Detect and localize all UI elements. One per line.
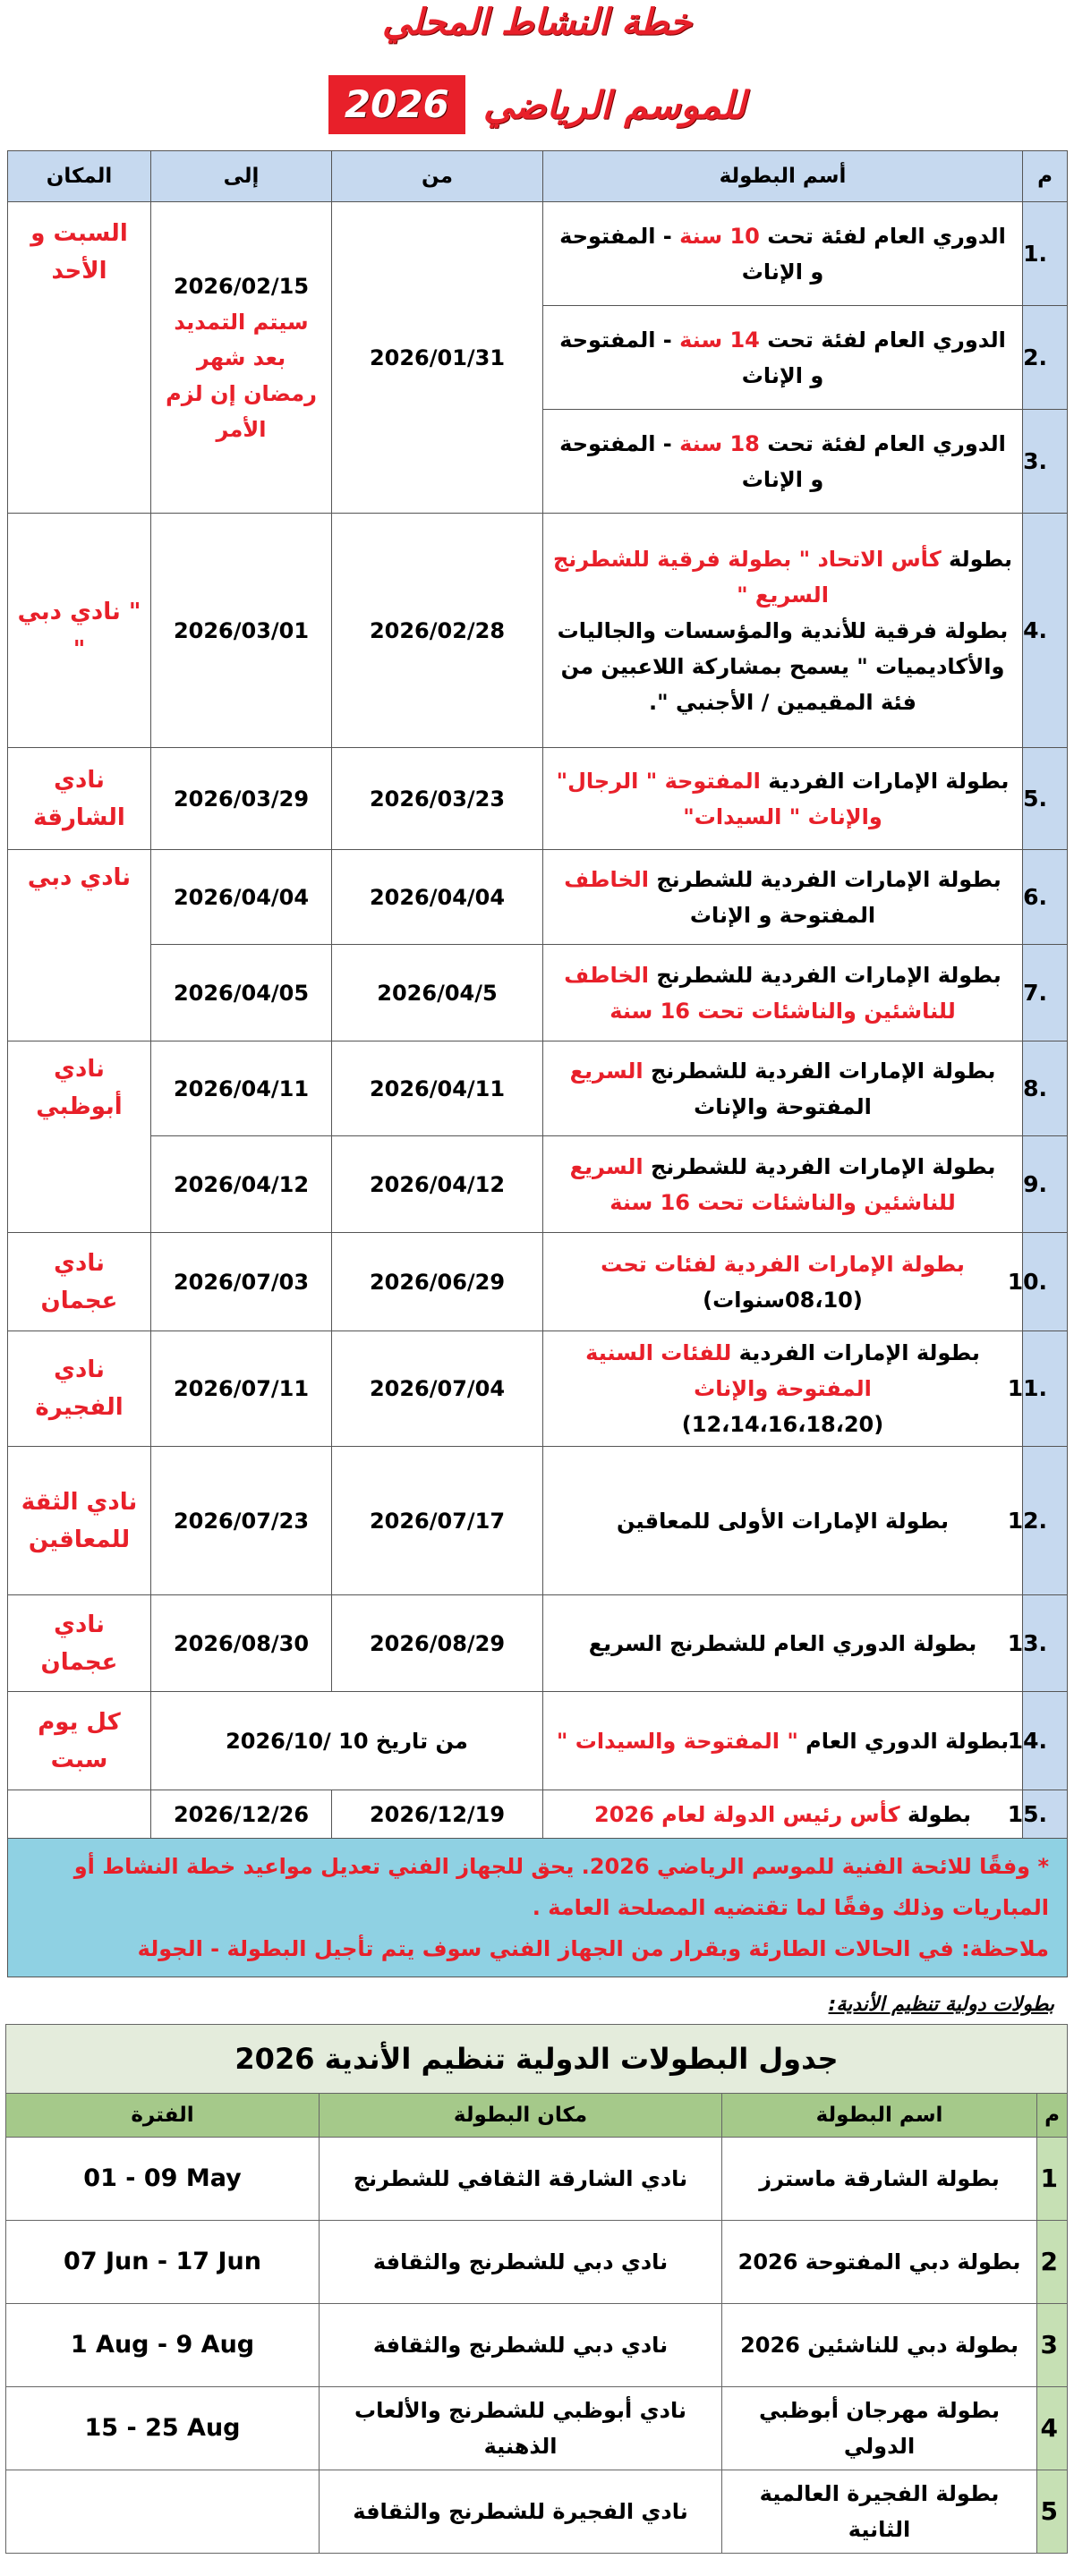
- name-highlight: السريع: [569, 1058, 644, 1084]
- table-row: [6, 2387, 1068, 2470]
- row-number: .3: [1023, 410, 1068, 514]
- intl-header-row: [6, 2094, 1068, 2138]
- row-number: .4: [1023, 514, 1068, 748]
- name-part: بطولة: [941, 546, 1013, 572]
- tournament-name: [543, 850, 1023, 945]
- emergency-note: ملاحظة: في الحالات الطارئة وبقرار من الجهاز الفني سوف يتم تأجيل البطولة - الجولة: [137, 1936, 1049, 1961]
- tournament-name: [543, 306, 1023, 410]
- tournament-name: [543, 1136, 1023, 1233]
- season-year-badge: 2026: [328, 75, 465, 134]
- row-number: .6: [1023, 850, 1068, 945]
- header-from: من: [332, 151, 543, 202]
- name-part: بطولة: [899, 1801, 971, 1827]
- row-number: .10: [1023, 1233, 1068, 1331]
- table-row: [8, 1041, 1068, 1136]
- period: 15 - 25 Aug: [6, 2387, 320, 2470]
- name-highlight: 18 سنة: [679, 430, 760, 456]
- tournament-name: [543, 1331, 1023, 1447]
- table-row: [6, 2138, 1068, 2221]
- name-highlight: المفتوحة " الرجال" والإناث " السيدات": [556, 768, 882, 829]
- tournament-name: بطولة مهرجان أبوظبي الدولي: [722, 2387, 1037, 2470]
- start-date: 2026/04/11: [332, 1041, 543, 1136]
- name-part: الدوري العام لفئة تحت: [759, 223, 1006, 249]
- table-header-row: [8, 151, 1068, 202]
- venue: نادي الفجيرة للشطرنج والثقافة: [320, 2470, 722, 2554]
- start-date: 2026/04/5: [332, 945, 543, 1041]
- tournament-name: [543, 1692, 1023, 1790]
- tournament-name: بطولة الفجيرة العالمية الثانية: [722, 2470, 1037, 2554]
- start-date: 2026/04/04: [332, 850, 543, 945]
- tournament-name: [543, 514, 1023, 748]
- start-date: 2026/03/23: [332, 748, 543, 850]
- league-end-date: 2026/02/15: [173, 273, 310, 299]
- header-name: أسم البطولة: [543, 151, 1023, 202]
- tournament-name: [543, 1041, 1023, 1136]
- name-highlight: كأس الاتحاد " بطولة فرقية للشطرنج السريع ": [552, 546, 942, 608]
- subtitle-text: للموسم الرياضي: [482, 82, 746, 127]
- name-highlight: " المفتوحة والسيدات ": [556, 1728, 798, 1754]
- page-subtitle: [0, 73, 1074, 136]
- notes-cell: [8, 1839, 1068, 1977]
- row-number: .13: [1023, 1595, 1068, 1692]
- name-part: بطولة الإمارات الفردية للشطرنج: [649, 962, 1002, 988]
- name-highlight: الخاطف: [564, 866, 649, 892]
- table-row: [8, 1447, 1068, 1595]
- start-date: 2026/04/12: [332, 1136, 543, 1233]
- period: [6, 2470, 320, 2554]
- recurring-dates: من تاريخ 10 /2026/10: [151, 1692, 543, 1790]
- row-number: .12: [1023, 1447, 1068, 1595]
- table-row: [8, 1331, 1068, 1447]
- row-number: 3: [1037, 2304, 1068, 2387]
- intl-title-row: [6, 2025, 1068, 2094]
- league-start-date: 2026/01/31: [332, 202, 543, 514]
- name-part: - المفتوحة و الإناث: [559, 327, 824, 388]
- table-row: [8, 1595, 1068, 1692]
- venue: نادي الشارقة الثقافي للشطرنج: [320, 2138, 722, 2221]
- end-date: 2026/07/03: [151, 1233, 332, 1331]
- start-date: 2026/07/17: [332, 1447, 543, 1595]
- row-number: 2: [1037, 2221, 1068, 2304]
- name-part: (08،10سنوات): [703, 1287, 863, 1313]
- local-schedule-table: [7, 150, 1068, 1977]
- place: كل يوم سبت: [8, 1692, 151, 1790]
- row-number: .14: [1023, 1692, 1068, 1790]
- start-date: 2026/07/04: [332, 1331, 543, 1447]
- name-highlight: للفئات السنية المفتوحة والإناث: [585, 1340, 872, 1401]
- name-part: بطولة الإمارات الفردية: [731, 1340, 980, 1365]
- table-row: [8, 1790, 1068, 1839]
- row-number: .1: [1023, 202, 1068, 306]
- name-highlight: 10 سنة: [679, 223, 760, 249]
- name-part: المفتوحة و الإناث: [689, 902, 876, 928]
- row-number: .5: [1023, 748, 1068, 850]
- end-date: 2026/07/11: [151, 1331, 332, 1447]
- place: نادي الشارقة: [8, 748, 151, 850]
- name-part: الدوري العام لفئة تحت: [759, 430, 1006, 456]
- place: نادي الثقة للمعاقين: [8, 1447, 151, 1595]
- place: نادي عجمان: [8, 1233, 151, 1331]
- start-date: 2026/02/28: [332, 514, 543, 748]
- start-date: 2026/06/29: [332, 1233, 543, 1331]
- row-number: .11: [1023, 1331, 1068, 1447]
- name-part: المفتوحة والإناث: [694, 1093, 872, 1119]
- row-number: .7: [1023, 945, 1068, 1041]
- name-highlight: السريع للناشئين والناشئات تحت 16 سنة: [569, 1153, 956, 1215]
- end-date: 2026/08/30: [151, 1595, 332, 1692]
- name-part: بطولة فرقية للأندية والمؤسسات والجاليات والأكاديميات " يسمح بمشاركة اللاعبين من فئة المقيمين / الأجنبي ".: [557, 617, 1009, 715]
- table-row: [8, 1136, 1068, 1233]
- row-number: .2: [1023, 306, 1068, 410]
- end-date: 2026/04/04: [151, 850, 332, 945]
- end-date: 2026/12/26: [151, 1790, 332, 1839]
- row-number: .8: [1023, 1041, 1068, 1136]
- page-title: خطة النشاط المحلي: [382, 2, 692, 43]
- table-row: [8, 514, 1068, 748]
- row-number: 5: [1037, 2470, 1068, 2554]
- venue: نادي دبي للشطرنج والثقافة: [320, 2221, 722, 2304]
- tournament-name: بطولة دبي المفتوحة 2026: [722, 2221, 1037, 2304]
- tournament-name: [543, 1790, 1023, 1839]
- name-highlight: 14 سنة: [679, 327, 760, 353]
- tournament-name: [543, 945, 1023, 1041]
- header-place: المكان: [8, 151, 151, 202]
- end-date: 2026/04/12: [151, 1136, 332, 1233]
- table-row: [8, 850, 1068, 945]
- name-highlight: الخاطف للناشئين والناشئات تحت 16 سنة: [564, 962, 956, 1024]
- venue: نادي دبي للشطرنج والثقافة: [320, 2304, 722, 2387]
- intl-header-period: الفترة: [6, 2094, 320, 2138]
- page-header: [0, 0, 1074, 150]
- intl-header-venue: مكان البطولة: [320, 2094, 722, 2138]
- period: 01 - 09 May: [6, 2138, 320, 2221]
- tournament-name: بطولة الدوري العام للشطرنج السريع: [543, 1595, 1023, 1692]
- tournament-name: [543, 410, 1023, 514]
- tournament-name: بطولة الشارقة ماسترز: [722, 2138, 1037, 2221]
- table-row: [8, 1233, 1068, 1331]
- period: 07 Jun - 17 Jun: [6, 2221, 320, 2304]
- name-part: بطولة الإمارات الفردية للشطرنج: [643, 1153, 996, 1179]
- start-date: 2026/08/29: [332, 1595, 543, 1692]
- end-date: 2026/04/11: [151, 1041, 332, 1136]
- name-part: الدوري العام لفئة تحت: [759, 327, 1006, 353]
- regulation-note: * وفقًا للائحة الفنية للموسم الرياضي 2026. يحق للجهاز الفني تعديل مواعيد خطة النشاط أو المباريات وذلك وفقًا لما تقتضيه المصلحة العامة .: [73, 1854, 1049, 1920]
- table-row: [6, 2221, 1068, 2304]
- place: نادي أبوظبي: [8, 1041, 151, 1233]
- end-date: 2026/04/05: [151, 945, 332, 1041]
- row-number: .9: [1023, 1136, 1068, 1233]
- name-part: (12،14،16،18،20): [681, 1412, 884, 1437]
- row-number: 4: [1037, 2387, 1068, 2470]
- international-caption: بطولات دولية تنظيم الأندية:: [828, 1994, 1054, 2016]
- tournament-name: [543, 1233, 1023, 1331]
- tournament-name: بطولة دبي للناشئين 2026: [722, 2304, 1037, 2387]
- intl-header-name: اسم البطولة: [722, 2094, 1037, 2138]
- header-num: م: [1023, 151, 1068, 202]
- place: " نادي دبي ": [8, 514, 151, 748]
- table-row: [8, 202, 1068, 306]
- venue: نادي أبوظبي للشطرنج والألعاب الذهنية: [320, 2387, 722, 2470]
- table-row: [8, 748, 1068, 850]
- league-extension-note: سيتم التمديد بعد شهر رمضان إن لزم الأمر: [166, 309, 317, 442]
- league-place: السبت و الأحد: [8, 202, 151, 514]
- place: نادي دبي: [8, 850, 151, 1041]
- name-part: بطولة الإمارات الفردية للشطرنج: [643, 1058, 996, 1084]
- name-part: بطولة الإمارات الفردية: [760, 768, 1010, 794]
- tournament-name: [543, 202, 1023, 306]
- place: نادي الفجيرة: [8, 1331, 151, 1447]
- end-date: 2026/03/29: [151, 748, 332, 850]
- intl-header-num: م: [1037, 2094, 1068, 2138]
- name-highlight: بطولة الإمارات الفردية لفئات تحت: [601, 1251, 965, 1277]
- name-part: بطولة الدوري العام: [797, 1728, 1010, 1754]
- tournament-name: بطولة الإمارات الأولى للمعاقين: [543, 1447, 1023, 1595]
- name-part: - المفتوحة و الإناث: [559, 430, 824, 492]
- tournament-name: [543, 748, 1023, 850]
- start-date: 2026/12/19: [332, 1790, 543, 1839]
- name-highlight: كأس رئيس الدولة لعام 2026: [594, 1801, 900, 1827]
- end-date: 2026/07/23: [151, 1447, 332, 1595]
- table-row: [8, 945, 1068, 1041]
- header-to: إلى: [151, 151, 332, 202]
- intl-table-title: جدول البطولات الدولية تنظيم الأندية 2026: [6, 2025, 1068, 2094]
- name-part: - المفتوحة و الإناث: [559, 223, 824, 285]
- table-row: [8, 1692, 1068, 1790]
- league-end-cell: [151, 202, 332, 514]
- table-row: [6, 2470, 1068, 2554]
- end-date: 2026/03/01: [151, 514, 332, 748]
- row-number: .15: [1023, 1790, 1068, 1839]
- table-row: [6, 2304, 1068, 2387]
- place: نادي عجمان: [8, 1595, 151, 1692]
- international-table: [5, 2024, 1068, 2554]
- row-number: 1: [1037, 2138, 1068, 2221]
- place: [8, 1790, 151, 1839]
- notes-row: [8, 1839, 1068, 1977]
- name-part: بطولة الإمارات الفردية للشطرنج: [649, 866, 1002, 892]
- period: 1 Aug - 9 Aug: [6, 2304, 320, 2387]
